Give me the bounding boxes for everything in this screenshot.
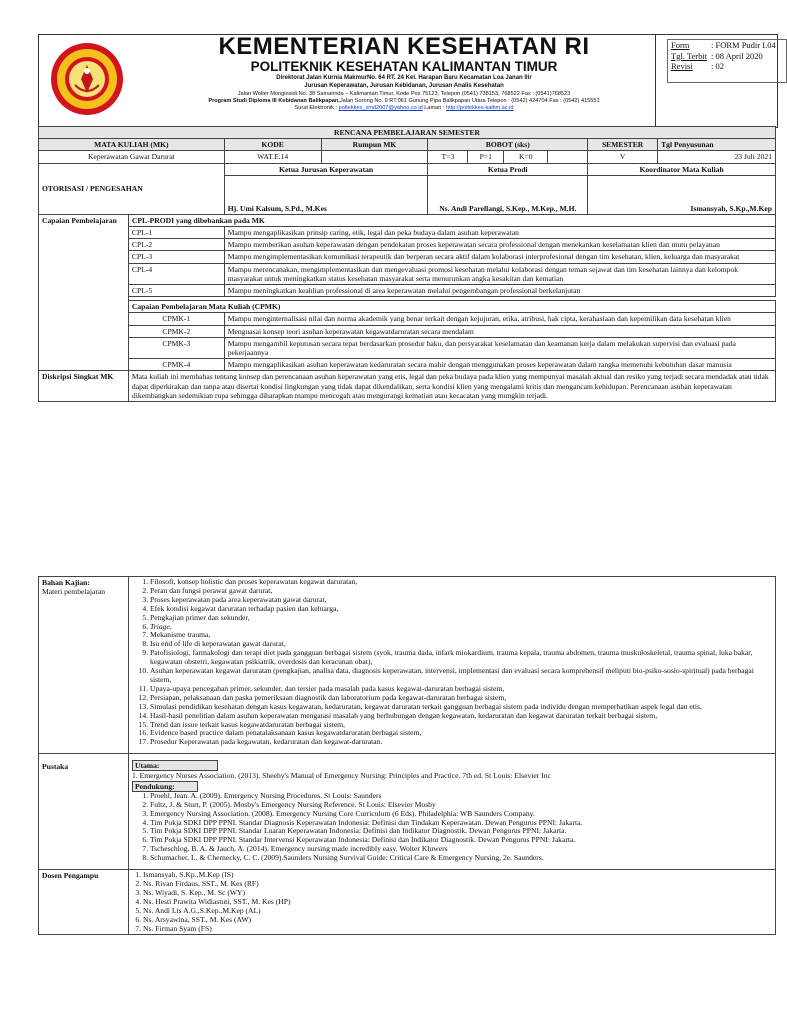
cpl-text: Mampu memberikan asuhan keperawatan dengan pendekatan proses keperawatan secara professional dengan menekankan keselamatan klien dan mutu pelayanan <box>224 239 775 251</box>
semester-value: V <box>588 151 658 163</box>
koordinator-label: Koordinator Mata Kuliah <box>588 163 776 175</box>
list-item: 6. Triage, <box>150 623 772 632</box>
web-prefix: Laman : <box>422 105 447 111</box>
list-item: 11. Upaya-upaya pencegahan primer, sekunder, dan tersier pada masalah pada kasus kegawat-daruratan berbagai sistem, <box>150 685 772 694</box>
list-item: 10. Asuhan keperawatan kegawat daruratan (pengkajian, analisa data, diagnosis keperawatan, intervensi, implementasi dan evaluasi secara komprehensif meliputi bio-psiko-sosio-spiritual) pada berbagai sistem, <box>150 667 772 685</box>
list-item: 5. Pengkajian primer dan sekunder, <box>150 614 772 623</box>
website-link[interactable]: http://poltekkes-kaltim.ac.id <box>446 105 514 111</box>
list-item: 1. Ismansyah, S.Kp.,M.Kep (IS) <box>143 871 772 880</box>
list-item: 4. Efek kondisi kegawat daruratan terhadap pasien dan keluarga, <box>150 605 772 614</box>
materials-table <box>38 576 776 935</box>
list-item: 2. Peran dan fungsi perawat gawat darurat, <box>150 587 772 596</box>
form-row-value: : 08 April 2020 <box>711 50 763 61</box>
list-item: 7. Tscheschlog, B. A. & Jauch, A. (2014). Emergency nursing made incredibly easy. Wolter Kluwers <box>150 845 772 854</box>
deskripsi-text: Mata kuliah ini membahas tentang konsep dan perencanaan asuhan keperawatan yang etis, legal dan peka budaya pada klien yang mempunyai masalah aktual dan resiko yang terjadi secara mendadak atau tidak dapat diperkirakan dan tanpa atau disertai kondisi lingkungan yang tidak dapat dikendalikan, serta kondisi klien yang mengalami kritis dan mengancam kehidupan. Perencanaan asuhan keperawatan dikembangkan sedemikian rupa sehingga diharapkan mampu mencegah atau mengurangi kematian atau kecacatan yang mungkin terjadi. <box>128 371 775 402</box>
list-item: 12. Persiapan, pelaksanaan dan paska pemeriksaan diagnostik dan laboratorium pada kegawat-daruratan berbagai sistem, <box>150 694 772 703</box>
list-item: 7. Mekanisme trauma, <box>150 631 772 640</box>
list-item: 15. Trend dan issue terkait kasus kegawatdaruratan berbagai sistem, <box>150 721 772 730</box>
departments-line: Jurusan Keperawatan, Jurusan Kebidanan, Jurusan Analis Kesehatan <box>304 83 504 89</box>
dosen-list <box>129 871 772 933</box>
pendukung-label: Pendukung: <box>132 781 198 792</box>
col-rumpun: Rumpun MK <box>321 139 428 151</box>
list-item: 6. Ns. Arsyawina, SST., M. Kes (AW) <box>143 916 772 925</box>
email-prefix: Surat Elektronik : <box>294 105 339 111</box>
ketua-jurusan-label: Ketua Jurusan Keperawatan <box>224 163 428 175</box>
cpl-code: CPL-3 <box>128 251 224 263</box>
list-item: 2. Ns. Rivan Firdaus, SST., M. Kes (RF) <box>143 880 772 889</box>
list-item: 3. Proses keperawatan pada area keperawatan gawat darurat, <box>150 596 772 605</box>
cpmk-text: Menguasai konsep teori asuhan keperawatan kegawatdaruratan secara mendalam <box>224 325 775 337</box>
ketua-prodi-label: Ketua Prodi <box>428 163 588 175</box>
form-row-key: Tgl. Terbit <box>671 50 708 61</box>
list-item: 7. Ns. Firman Syam (FS) <box>143 925 772 934</box>
cpmk-code: CPMK-1 <box>128 313 224 325</box>
bahan-label-cell <box>39 577 129 754</box>
bahan-label: Bahan Kajian: <box>42 578 90 587</box>
list-item: 2. Fultz, J. & Sturt, P. (2005). Mosby's Emergency Nursing Reference. St Louis: Elsevier Mosby <box>150 801 772 810</box>
pendukung-list <box>132 792 772 863</box>
koordinator-name: Ismansyah, S.Kp.,M.Kep <box>588 175 776 214</box>
address-line-1: Jalan Wolter Monginsidi No. 38 Samarinda – Kalimantan Timur, Kode Pos 75123, Telepon (0541) 738153, 768522 Fax : (0541)768523 <box>237 91 571 97</box>
cpmk-code: CPMK-4 <box>128 359 224 371</box>
cpl-code: CPL-2 <box>128 239 224 251</box>
address-line-2-rest: Jalan Sorong No. 9 RT.061 Gunung Pipa Balikpapan Utara Telepon : (0542) 424704 Fax : (0542) 415551 <box>339 98 600 104</box>
list-item: 13. Simulasi pendidikan kesehatan dengan kasus kegawatan, kedaruratan, kegawat daruratan terkait gangguan berbagai sistem pada individu dengan memperhatikan aspek legal dan etis, <box>150 703 772 712</box>
cpl-text: Mampu meningkatkan keahlian professional di area keperawatan melalui pengembangan professional berkelanjutan <box>224 285 775 297</box>
list-item: 6. Tim Pokja SDKI DPP PPNI. Standar Intervensi Keperawatan Indonesia: Definisi dan Indikator Diagnostik. Dewan Pengurus PPNI: Jakarta. <box>150 836 772 845</box>
form-row <box>668 40 786 51</box>
form-row <box>668 51 786 62</box>
address-line-2 <box>159 98 649 105</box>
cpl-heading: CPL-PRODI yang dibebankan pada MK <box>128 214 775 226</box>
col-semester: SEMESTER <box>588 139 658 151</box>
contact-line <box>159 105 649 112</box>
bahan-sublabel: Materi pembelajaran <box>42 587 106 597</box>
form-row-value: : FORM Pudir I.04 <box>711 40 776 50</box>
list-item: 4. Ns. Hesti Prawita Widiastuti, SST., M. Kes (HP) <box>143 898 772 907</box>
cpl-text: Mampu merencanakan, mengimplementasikan dan mengevaluasi promosi kesehatan melalui kolaborasi dengan teman sejawat dan tim kesehatan lainnya dan kelompok masyarakat untuk meningkatkan status kesehatan masyarakat serta menurunkan angka kesakitan dan kematian <box>224 263 775 284</box>
cpl-code: CPL-5 <box>128 285 224 297</box>
cpmk-text: Mampu mengambil keputusan secara tepat berdasarkan prosedur baku, dan persyarakat keselamatan dan keamanan kerja dalam melakukan supervisi dan evaluasi pada pekerjaannya <box>224 337 775 358</box>
address-line-2-prefix: Program Studi Diploma III Kebidanan Balikpapan, <box>208 98 340 104</box>
form-row-value: : 02 <box>711 61 724 71</box>
capaian-label: Capaian Pembelajaran <box>39 214 129 371</box>
pustaka-label: Pustaka <box>39 754 129 870</box>
kode-value: WAT.E.14 <box>224 151 321 163</box>
mk-value: Keperawatan Gawat Darurat <box>39 151 225 163</box>
utama-label: Utama: <box>132 760 218 771</box>
list-item: 1. Proehl, Jean. A. (2009). Emergency Nursing Procedures. St Louis: Saunders <box>150 792 772 801</box>
directorate-address: Direktorat Jalan Kurnia MakmurNo. 64 RT. 24 Kel. Harapan Baru Kecamatan Loa Janan Ilir <box>276 75 532 81</box>
list-item: 5. Ns. Andi Lis A.G.,S.Kep.,M.Kep (AL) <box>143 907 772 916</box>
list-item: 14. Hasil-hasil penelitian dalam asuhan keperawatan mengatasi masalah yang berhubungan dengan kegawatan, kedaruratan dan kegawat daruratan terkait berbagai sistem, <box>150 712 772 721</box>
bobot-k: K=0 <box>504 151 548 163</box>
list-item: 17. Prosedur Keperawatan pada kegawatan, kedaruratan dan kegawat-daruratan. <box>150 738 772 747</box>
ketua-jurusan-name: Hj. Umi Kalsum, S.Pd., M.Kes <box>224 175 428 214</box>
tgl-value: 23 Juli 2021 <box>658 151 776 163</box>
ketua-prodi-name: Ns. Andi Parellangi, S.Kep., M.Kep., M.H. <box>428 175 588 214</box>
col-tgl-penyusunan: Tgl Penyusunan <box>658 139 776 151</box>
form-row <box>668 61 786 72</box>
col-bobot: BOBOT (sks) <box>428 139 588 151</box>
cpmk-heading: Capaian Pembelajaran Mata Kuliah (CPMK) <box>128 301 775 313</box>
email-link[interactable]: poltekkes_smd2007@yahoo.co.id <box>338 105 423 111</box>
cpmk-code: CPMK-3 <box>128 337 224 358</box>
bobot-t: T=3 <box>428 151 468 163</box>
cpl-text: Mampu mengimplementasikan komunikasi terapeutik dan berperan secara aktif dalam kolaborasi interprofesional dengan tim kesehatan, klien, keluarga dan masyarakat <box>224 251 775 263</box>
cpmk-code: CPMK-2 <box>128 325 224 337</box>
header-divider <box>655 35 656 127</box>
cpmk-text: Mampu menginternalisasi nilai dan norma akademik yang benar terkait dengan kejujuran, etika, atribusi, hak cipta, kerahasiaan dan kepemilikan data kesehatan klien <box>224 313 775 325</box>
bahan-cell <box>129 577 776 754</box>
list-item: 4. Tim Pokja SDKI DPP PPNI. Standar Diagnosis Keperawatan Indonesia: Definisi dan Tindakan Keperawatan. Dewan Pengurus PPNI: Jakarta. <box>150 819 772 828</box>
list-item: 5. Tim Pokja SDKI DPP PPNI. Standar Luaran Keperawatan Indonesia: Definisi dan Indikator Diagnostik. Dewan Pengurus PPNI: Jakarta. <box>150 827 772 836</box>
form-info-box <box>667 39 787 83</box>
list-item: 1. Filosofi, konsep holistic dan proses keperawatan kegawat daruratan, <box>150 578 772 587</box>
ministry-title: KEMENTERIAN KESEHATAN RI <box>218 33 590 60</box>
bobot-p: P=1 <box>468 151 504 163</box>
list-item: 8. Schumacher, L. & Chernecky, C. C. (2009).Saunders Nursing Survival Guide: Critical Care & Emergency Nursing, 2e. Saunders. <box>150 854 772 863</box>
rps-table <box>38 126 776 402</box>
list-item: 3. Ns. Wiyadi, S. Kep., M. Sc (WY) <box>143 889 772 898</box>
list-item: 16. Evidence based practice dalam penatalaksanaan kasus kegawatdaruratan berbagai sistem, <box>150 729 772 738</box>
cpl-text: Mampu mengaplikasikan prinsip caring, etik, legal dan peka budaya dalam asuhan keperawatan <box>224 227 775 239</box>
pustaka-cell <box>129 754 776 870</box>
institution-title: POLITEKNIK KESEHATAN KALIMANTAN TIMUR <box>250 59 558 74</box>
letterhead <box>38 34 778 128</box>
form-row-key: Form <box>671 40 690 50</box>
rumpun-value <box>321 151 428 163</box>
rps-title: RENCANA PEMBELAJARAN SEMESTER <box>39 127 776 139</box>
col-kode: KODE <box>224 139 321 151</box>
bobot-empty <box>548 151 588 163</box>
list-item: 8. Isu end of life di keperawatan gawat darurat, <box>150 640 772 649</box>
cpl-code: CPL-1 <box>128 227 224 239</box>
dosen-label: Dosen Pengampu <box>39 870 129 935</box>
deskripsi-label: Diskripsi Singkat MK <box>39 371 129 402</box>
col-mata-kuliah: MATA KULIAH (MK) <box>39 139 225 151</box>
cpmk-text: Mampu mengaplikasikan asuhan keperawatan kedaruratan secara mahir dengan menggunakan proses keperawatan dalam rangka memenuhi kebutuhan dasar manusia <box>224 359 775 371</box>
otorisasi-label: OTORISASI / PENGESAHAN <box>39 163 225 214</box>
dosen-cell <box>129 870 776 935</box>
poltekkes-logo-icon <box>49 41 125 117</box>
form-row-key: Revisi <box>671 61 693 71</box>
list-item: 3. Emergency Nursing Association. (2008). Emergency Nursing Core Curriculum (6 Eds). Philadelphia: WB Saunders Company. <box>150 810 772 819</box>
utama-ref: 1. Emergency Nurses Association. (2013). Sheehy's Manual of Emergency Nursing: Principles and Practice. 7th ed. St Louis: Elsevier Inc <box>132 771 551 781</box>
bahan-list <box>132 578 772 747</box>
cpl-code: CPL-4 <box>128 263 224 284</box>
list-item: 9. Patofisiologi, farmakologi dan terapi diet pada gangguan berbagai sistem (syok, trauma dada, infark miokardium, trauma kepala, trauma abdomen, trauma muskuloskeletal, trauma spinal, luka bakar, kegawatan obstetri, kegawatan psikiatrik, overdosis dan keracunan obat), <box>150 649 772 667</box>
